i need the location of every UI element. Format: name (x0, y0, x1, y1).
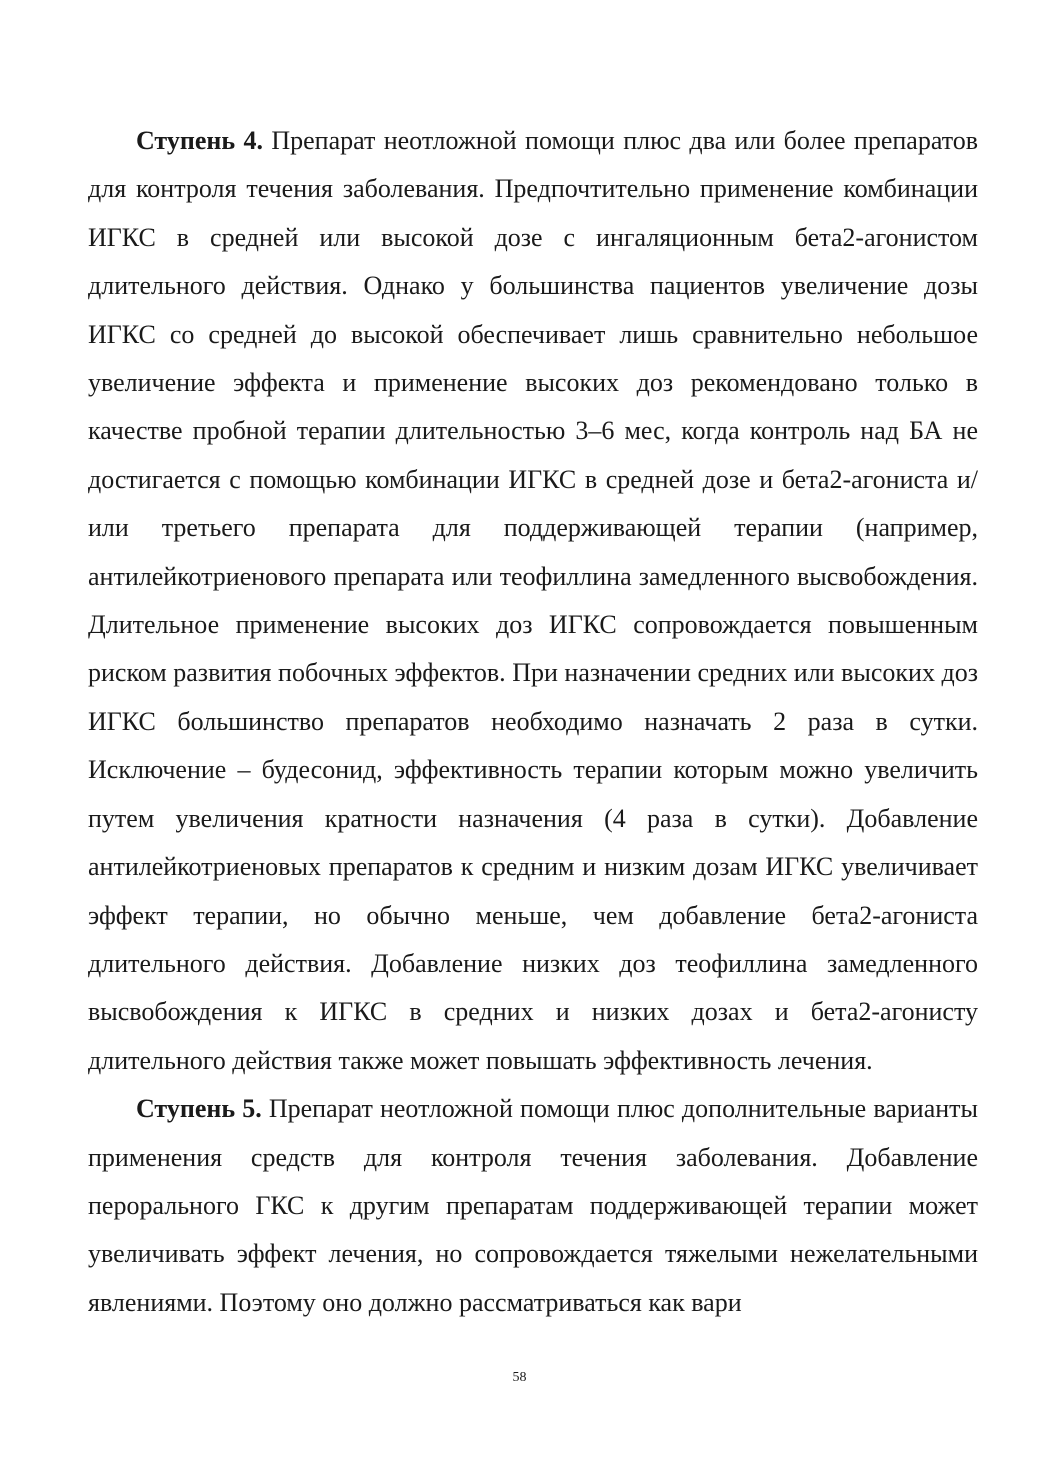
step-4-text: Препарат неотложной помощи плюс два или более препаратов для контроля течения заболевания. Предпочтительно применение комбинации ИГКС в средней или высокой дозе с ингаляционным бета2-агонистом длительного действия. Однако у большинства пациентов увеличение дозы ИГКС со средней до высокой обеспечивает лишь сравнительно небольшое увеличение эффекта и применение высоких доз рекомендовано только в качестве пробной терапии длительностью 3–6 мес, когда контроль над БА не достигается с помощью комбинации ИГКС в средней дозе и бета2-агониста и/или третьего препарата для поддерживающей терапии (например, антилейкотриенового препарата или теофиллина замедленного высвобождения. Длительное применение высоких доз ИГКС сопровождается повышенным риском развития побочных эффектов. При назначении средних или высоких доз ИГКС большинство препаратов необходимо назначать 2 раза в сутки. Исключение – будесонид, эффективность терапии которым можно увеличить путем увеличения кратности назначения (4 раза в сутки). Добавление антилейкотриеновых препаратов к средним и низким дозам ИГКС увеличивает эффект терапии, но обычно меньше, чем добавление бета2-агониста длительного действия. Добавление низких доз теофиллина замедленного высвобождения к ИГКС в средних и низких дозах и бета2-агонисту длительного действия также может повышать эффективность лечения. (88, 126, 979, 1075)
paragraph-step-4 (88, 117, 978, 1085)
step-5-text: Препарат неотложной помощи плюс дополнительные варианты применения средств для контроля течения заболевания. Добавление перорального ГКС к другим препаратам поддерживающей терапии может увеличивать эффект лечения, но сопровождается тяжелыми нежелательными явлениями. Поэтому оно должно рассматриваться как вари (88, 1094, 978, 1317)
paragraph-step-5 (88, 1085, 978, 1327)
step-5-title: Ступень 5. (136, 1094, 262, 1124)
page-number: 58 (512, 1370, 527, 1385)
page-body (88, 117, 978, 1327)
step-4-title: Ступень 4. (136, 126, 263, 155)
